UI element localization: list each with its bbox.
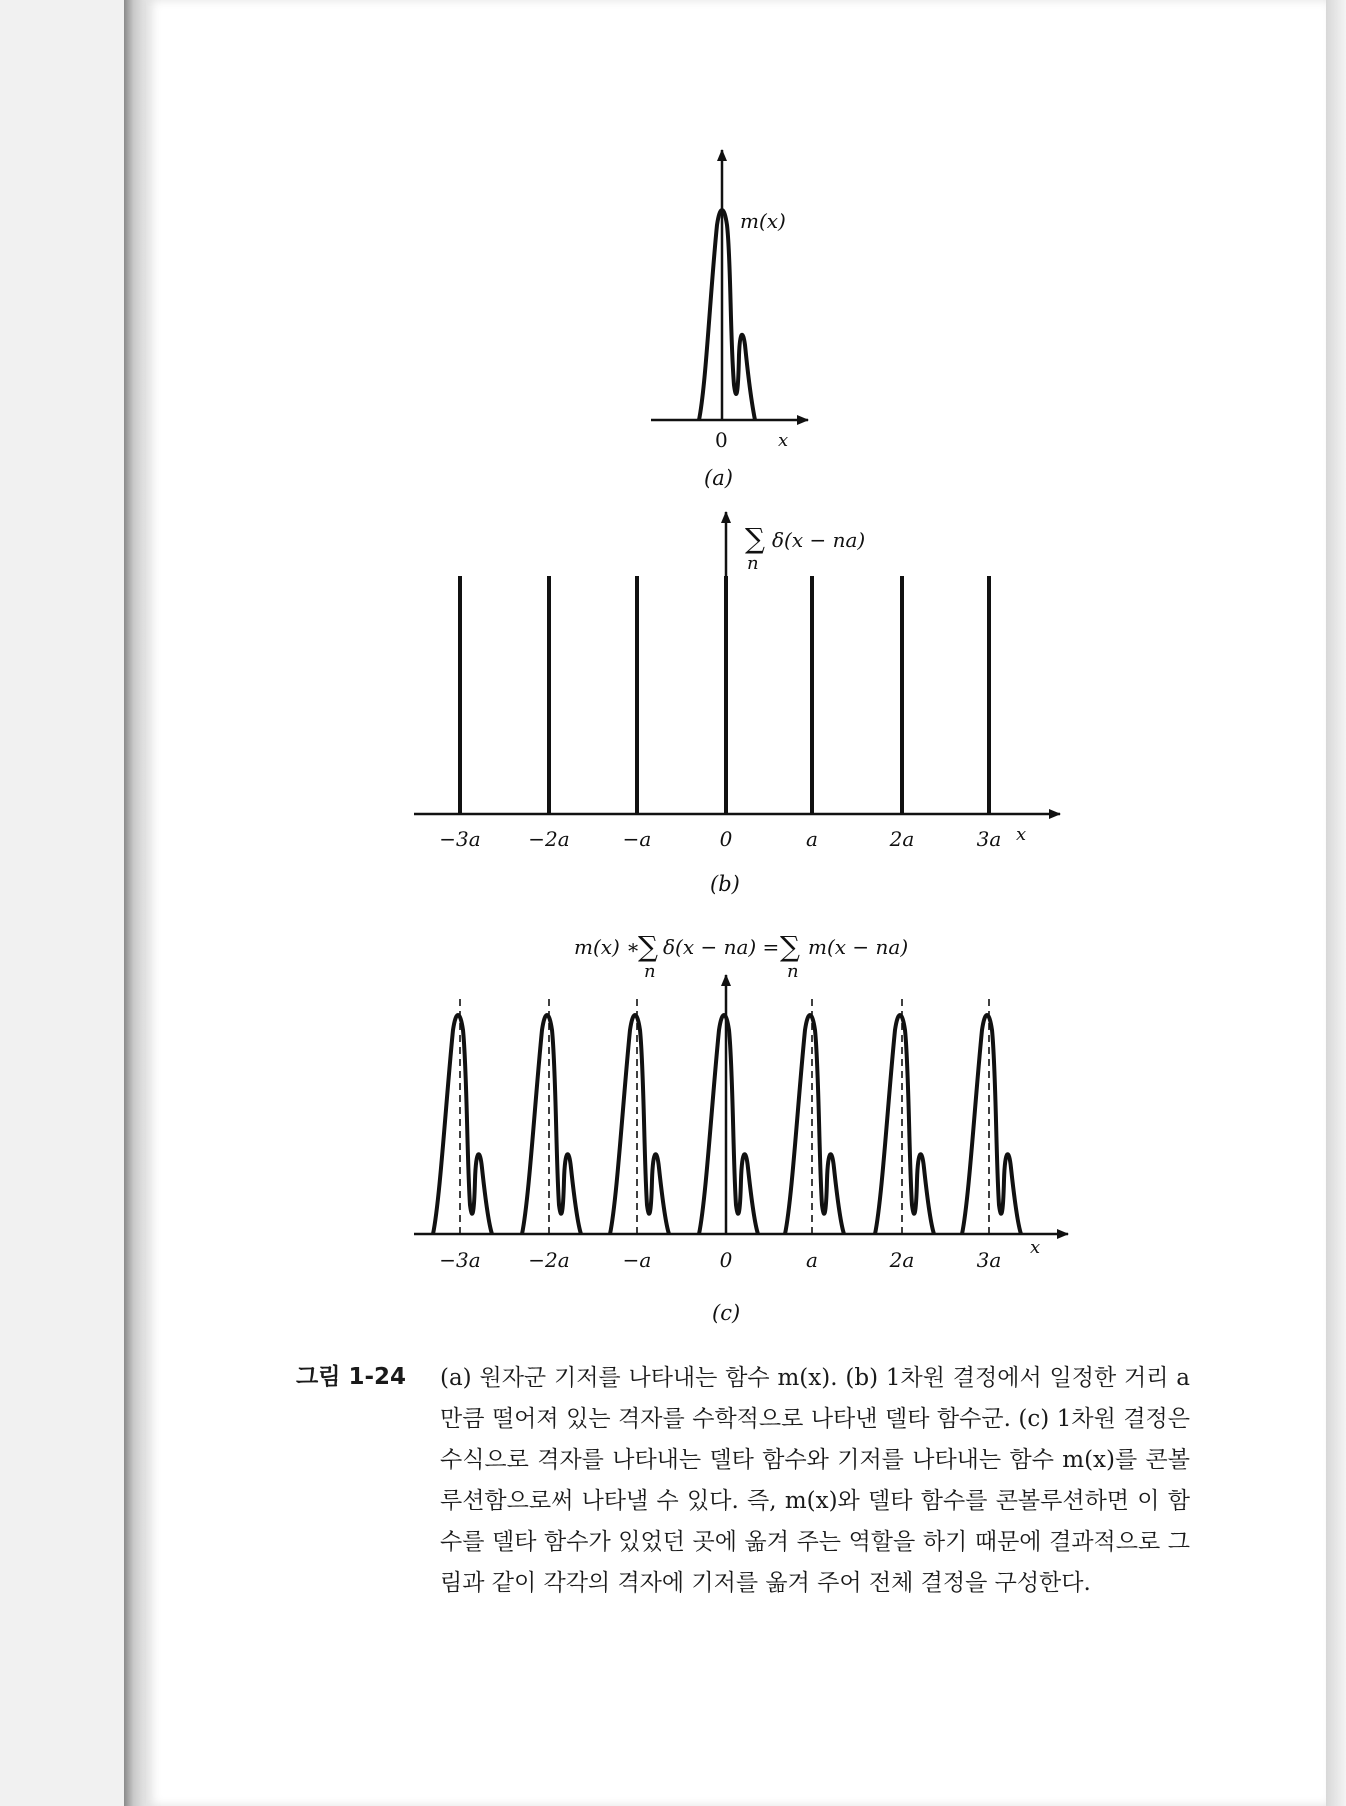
panel-b-tick-label: 2a <box>889 827 915 851</box>
panel-c-sum-index-1: n <box>644 961 656 982</box>
panel-c-eq-right: m(x − na) <box>808 935 909 959</box>
panel-b-function-label: δ(x − na) <box>772 528 866 552</box>
panel-b-tick-label: a <box>806 827 818 851</box>
panel-c-tick-label: 2a <box>889 1248 915 1272</box>
panel-b-sum-symbol: ∑ <box>745 522 765 555</box>
basis-copy <box>875 1015 934 1234</box>
caption-text: (a) 원자군 기저를 나타내는 함수 m(x). (b) 1차원 결정에서 일정한 거리 a만큼 떨어져 있는 격자를 수학적으로 나타낸 델타 함수군. (c) 1차원 결정은 수식으로 격자를 나타내는 델타 함수와 기저를 나타내는 함수 m(x)를 콘볼루션함으로써 나타낼 수 있다. 즉, m(x)와 델타 함수를 콘볼루션하면 이 함수를 델타 함수가 있었던 곳에 옮겨 주는 역할을 하기 때문에 결과적으로 그림과 같이 각각의 격자에 기저를 옮겨 주어 전체 결정을 구성한다. <box>440 1365 1190 1596</box>
basis-copy <box>962 1015 1021 1234</box>
panel-b-tick-label: −a <box>622 827 652 851</box>
panel-c-sum-index-2: n <box>787 961 799 982</box>
basis-copy <box>785 1015 844 1234</box>
panel-c-x-label: x <box>1030 1237 1041 1258</box>
basis-copy <box>610 1015 669 1234</box>
panel-a-caption-label: (a) <box>704 466 733 490</box>
panel-c-tick-label: 0 <box>719 1248 733 1272</box>
basis-curve <box>699 210 755 420</box>
figure-number: 그림 1-24 <box>296 1364 406 1390</box>
panel-a-origin-label: 0 <box>715 428 728 452</box>
panel-c-tick-label: −2a <box>528 1248 570 1272</box>
panel-a-function-label: m(x) <box>740 209 786 233</box>
panel-c-eq-left: m(x) ∗ <box>574 935 640 959</box>
panel-c-tick-label: −a <box>622 1248 652 1272</box>
delta-spikes <box>460 576 989 814</box>
panel-a <box>651 150 808 490</box>
basis-copy <box>522 1015 581 1234</box>
panel-b-x-label: x <box>1016 824 1027 845</box>
panel-b <box>414 512 1060 896</box>
panel-c-caption-label: (c) <box>712 1301 741 1325</box>
panel-b-caption-label: (b) <box>710 872 740 896</box>
panel-c-tick-label: a <box>806 1248 818 1272</box>
basis-copy <box>699 1015 758 1234</box>
panel-c-sum-symbol-2: ∑ <box>780 930 800 963</box>
panel-c <box>414 930 1068 1325</box>
panel-c-tick-labels <box>439 1248 1001 1272</box>
panel-b-tick-label: −3a <box>439 827 481 851</box>
basis-copy <box>433 1015 492 1234</box>
panel-b-tick-label: −2a <box>528 827 570 851</box>
panel-c-eq-middle: δ(x − na) = <box>663 935 780 959</box>
panel-c-tick-label: −3a <box>439 1248 481 1272</box>
panel-b-tick-labels <box>439 827 1001 851</box>
panel-c-tick-label: 3a <box>976 1248 1002 1272</box>
panel-b-tick-label: 0 <box>719 827 733 851</box>
panel-b-sum-index: n <box>747 553 759 574</box>
panel-c-sum-symbol-1: ∑ <box>638 930 658 963</box>
panel-a-x-label: x <box>778 430 789 451</box>
panel-b-tick-label: 3a <box>976 827 1002 851</box>
